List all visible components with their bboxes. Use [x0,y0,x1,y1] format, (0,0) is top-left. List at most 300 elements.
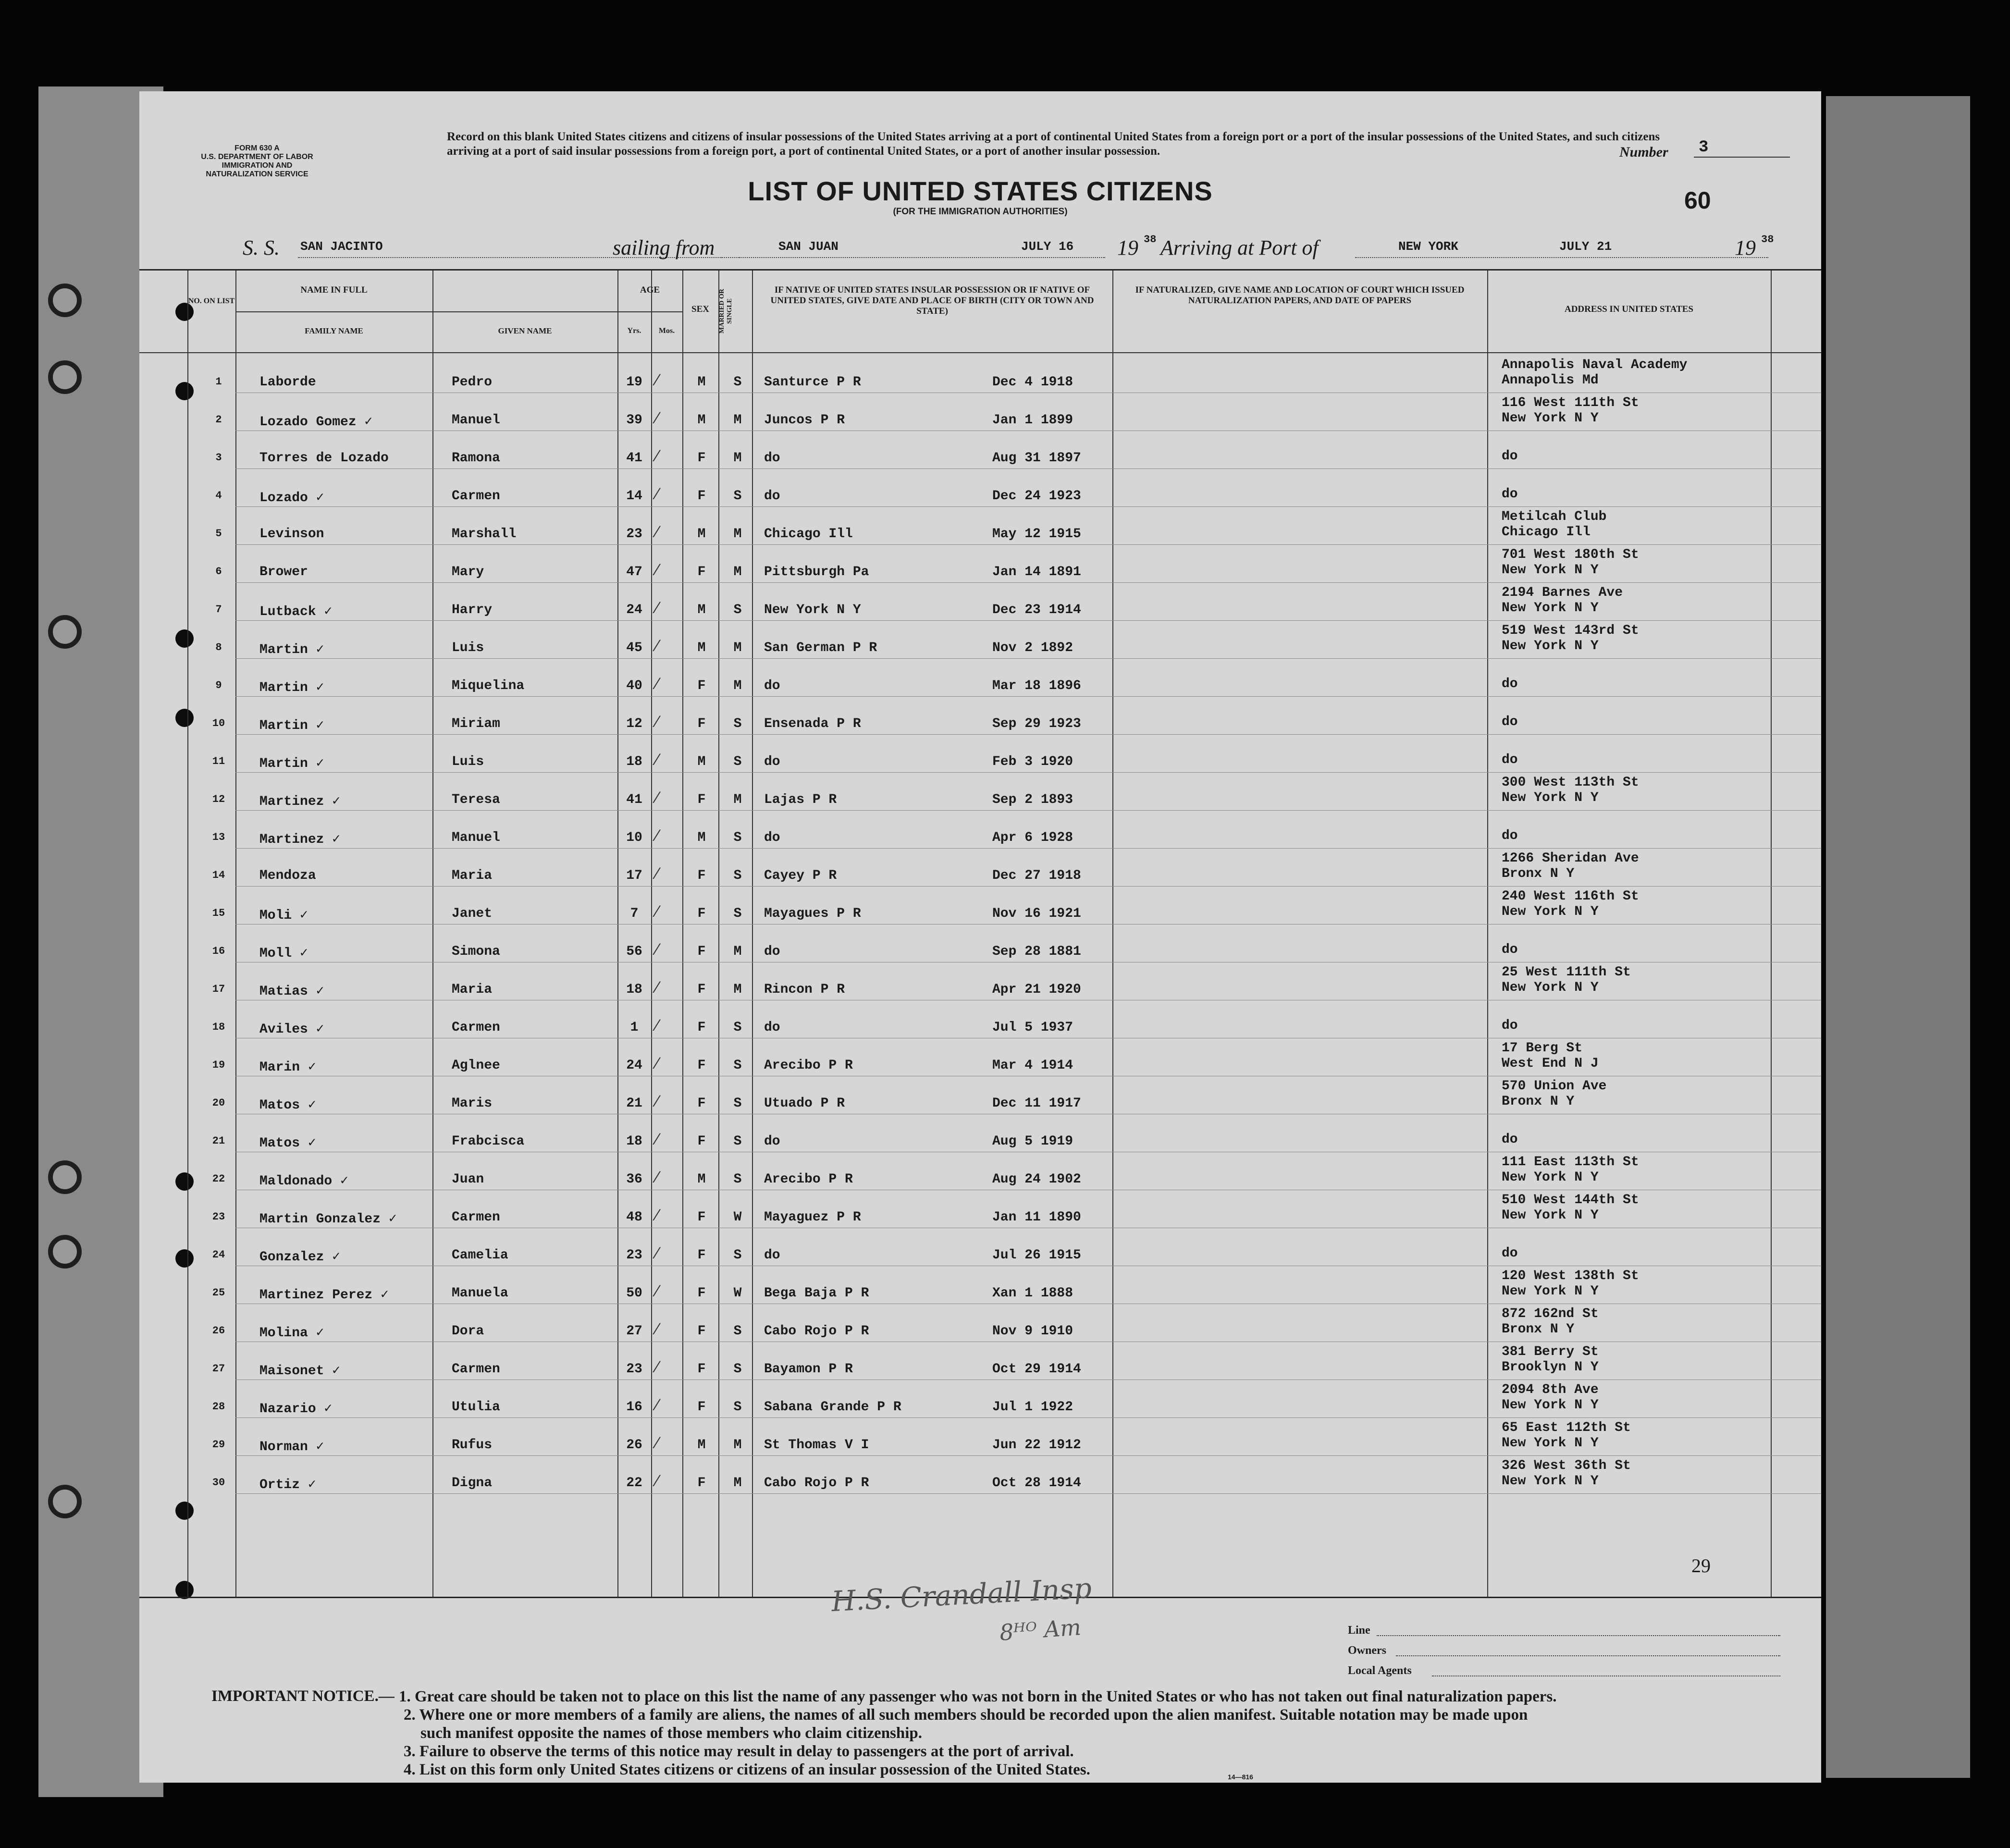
passenger-number: 25 [212,1287,225,1299]
given-name: Maria [452,982,493,997]
inspector-signature: H.S. Crandall Insp [830,1571,1093,1618]
family-name: Matos ✓ [259,1136,316,1151]
months-tick-mark: ⁄ [656,1168,659,1186]
table-row [139,1266,1821,1304]
passenger-number: 4 [215,490,222,502]
passenger-number: 24 [212,1249,225,1261]
address-line-1: 872 162nd St [1502,1306,1599,1321]
months-tick-mark: ⁄ [656,751,659,769]
given-name: Frabcisca [452,1134,525,1149]
table-row [139,1076,1821,1114]
sex: F [697,716,706,731]
address-line-2: New York N Y [1502,639,1599,653]
address-line-2: do [1502,487,1518,502]
birth-place: do [764,1020,780,1035]
birth-place: Cabo Rojo P R [764,1476,869,1491]
birth-date: Feb 3 1920 [992,754,1073,769]
passenger-number: 22 [212,1173,225,1185]
marital-status: S [733,489,742,504]
age-years: 16 [626,1400,642,1415]
marital-status: S [733,1324,742,1339]
family-name: Aviles ✓ [259,1022,324,1037]
address-line-2: do [1502,828,1518,843]
passenger-number: 5 [215,528,222,540]
marital-status: W [733,1286,742,1301]
table-row [139,1455,1821,1493]
months-tick-mark: ⁄ [656,523,659,541]
age-years: 41 [626,451,642,466]
year-prefix: 19 [1117,236,1138,259]
age-years: 23 [626,527,642,542]
family-name: Martinez ✓ [259,794,341,809]
months-tick-mark: ⁄ [656,1434,659,1452]
address-line-2: do [1502,1132,1518,1147]
sex: F [697,678,706,693]
address-line-2: do [1502,942,1518,957]
birth-place: Pittsburgh Pa [764,565,869,579]
line-label: Line [1348,1624,1370,1637]
table-row [139,1152,1821,1190]
sheet-number: 60 [1684,187,1711,214]
address-line-2: do [1502,715,1518,729]
given-name: Digna [452,1476,493,1491]
age-years: 40 [626,678,642,693]
family-name: Moll ✓ [259,946,308,961]
column-header-age: AGE [640,285,660,295]
months-tick-mark: ⁄ [656,1092,659,1110]
months-tick-mark: ⁄ [656,978,659,997]
address-line-2: New York N Y [1502,1436,1599,1451]
table-row [139,772,1821,810]
departure-year: 38 [1144,234,1157,246]
right-edge-strip [1826,96,1970,1778]
months-tick-mark: ⁄ [656,826,659,845]
birth-place: do [764,944,780,959]
sex: F [697,1096,706,1111]
given-name: Marshall [452,527,517,542]
passenger-number: 15 [212,907,225,919]
passenger-number: 1 [215,376,222,388]
address-line-1: 519 West 143rd St [1502,623,1639,638]
address-line-2: New York N Y [1502,411,1599,426]
passenger-number: 30 [212,1477,225,1489]
given-name: Dora [452,1324,484,1339]
address-line-2: do [1502,1246,1518,1261]
age-years: 19 [626,375,642,390]
arrival-port: NEW YORK [1398,239,1458,254]
months-tick-mark: ⁄ [656,675,659,693]
sex: F [697,1362,706,1377]
given-name: Miriam [452,716,500,731]
family-name: Mendoza [259,868,316,883]
address-line-1: 1266 Sheridan Ave [1502,851,1639,866]
address-line-2: Chicago Ill [1502,525,1591,540]
table-row [139,1114,1821,1152]
table-row [139,962,1821,1000]
table-row [139,1380,1821,1417]
family-name: Martin ✓ [259,680,324,695]
sex: F [697,944,706,959]
given-name: Teresa [452,792,500,807]
column-header-family: FAMILY NAME [305,326,363,335]
given-name: Luis [452,641,484,655]
birth-date: Oct 28 1914 [992,1476,1081,1491]
service-name-line2: NATURALIZATION SERVICE [206,170,308,178]
address-line-1: 300 West 113th St [1502,775,1639,790]
age-years: 48 [626,1210,642,1225]
birth-date: Jan 14 1891 [992,565,1081,579]
age-years: 12 [626,716,642,731]
family-name: Maisonet ✓ [259,1364,341,1379]
table-row [139,924,1821,962]
address-line-2: New York N Y [1502,1284,1599,1299]
months-tick-mark: ⁄ [656,447,659,465]
age-years: 1 [630,1020,639,1035]
birth-place: Chicago Ill [764,527,853,542]
birth-date: Dec 23 1914 [992,603,1081,617]
birth-date: Sep 2 1893 [992,792,1073,807]
manifest-page [139,91,1821,1783]
birth-date: Nov 16 1921 [992,906,1081,921]
sex: M [697,527,706,542]
birth-place: Santurce P R [764,375,861,390]
birth-place: San German P R [764,641,877,655]
months-tick-mark: ⁄ [656,1472,659,1490]
sex: M [697,1438,706,1453]
family-name: Martin ✓ [259,642,324,657]
given-name: Aglnee [452,1058,500,1073]
passenger-number: 9 [215,679,222,691]
months-tick-mark: ⁄ [656,1206,659,1224]
months-tick-mark: ⁄ [656,902,659,921]
family-name: Martin ✓ [259,756,324,771]
passenger-number: 19 [212,1059,225,1071]
sex: F [697,792,706,807]
address-line-2: New York N Y [1502,601,1599,616]
given-name: Simona [452,944,500,959]
address-line-1: 2194 Barnes Ave [1502,585,1623,600]
family-name: Norman ✓ [259,1440,324,1454]
months-tick-mark: ⁄ [656,485,659,503]
column-header-given: GIVEN NAME [498,326,552,335]
binder-ring [48,360,82,394]
birth-place: New York N Y [764,603,861,617]
given-name: Maris [452,1096,493,1111]
marital-status: S [733,1096,742,1111]
birth-place: do [764,489,780,504]
column-header-address: ADDRESS IN UNITED STATES [1564,304,1693,314]
column-header-naturalized: IF NATURALIZED, GIVE NAME AND LOCATION OF COURT WHICH ISSUED NATURALIZATION PAPERS, AND DATE OF PAPERS [1135,285,1465,306]
table-row [139,620,1821,658]
binder-ring [48,1235,82,1269]
birth-place: do [764,754,780,769]
birth-place: do [764,830,780,845]
age-years: 39 [626,413,642,428]
table-row [139,1000,1821,1038]
family-name: Lutback ✓ [259,604,333,619]
owners-label: Owners [1348,1644,1386,1657]
sex: F [697,906,706,921]
family-name: Martinez ✓ [259,832,341,847]
age-years: 21 [626,1096,642,1111]
passenger-number: 21 [212,1135,225,1147]
address-line-2: do [1502,449,1518,464]
birth-date: Xan 1 1888 [992,1286,1073,1301]
marital-status: S [733,1362,742,1377]
marital-status: M [733,1476,742,1491]
owners-field [1396,1655,1780,1656]
row-divider [235,1493,1821,1494]
arrival-year: 38 [1761,234,1774,246]
address-line-2: New York N Y [1502,1474,1599,1489]
family-name: Lozado ✓ [259,491,324,505]
address-line-1: 111 East 113th St [1502,1155,1639,1170]
months-tick-mark: ⁄ [656,371,659,389]
marital-status: M [733,982,742,997]
column-header-no: NO. ON LIST [188,297,235,305]
given-name: Janet [452,906,493,921]
given-name: Rufus [452,1438,493,1453]
birth-date: Mar 18 1896 [992,678,1081,693]
sex: F [697,1210,706,1225]
table-row [139,1038,1821,1076]
address-line-2: New York N Y [1502,790,1599,805]
months-tick-mark: ⁄ [656,1358,659,1376]
departure-date: JULY 16 [1021,239,1074,254]
sex: M [697,603,706,617]
birth-date: Dec 24 1923 [992,489,1081,504]
marital-status: M [733,451,742,466]
months-tick-mark: ⁄ [656,1054,659,1072]
passenger-number: 29 [212,1439,225,1451]
subheader-divider [235,311,651,312]
table-row [139,582,1821,620]
number-label: Number [1619,144,1668,160]
given-name: Carmen [452,1362,500,1377]
birth-date: Dec 4 1918 [992,375,1073,390]
line-field [1377,1635,1780,1636]
sex: F [697,868,706,883]
birth-place: do [764,678,780,693]
passenger-number: 17 [212,983,225,995]
passenger-number: 10 [212,717,225,729]
sex: F [697,1058,706,1073]
age-years: 26 [626,1438,642,1453]
marital-status: S [733,1134,742,1149]
birth-date: Jul 1 1922 [992,1400,1073,1415]
binder-ring [48,283,82,317]
print-code: 14—816 [1228,1773,1253,1781]
ship-name: SAN JACINTO [300,239,383,254]
address-line-2: New York N Y [1502,1170,1599,1185]
sex: F [697,565,706,579]
birth-date: Aug 31 1897 [992,451,1081,466]
sex: F [697,451,706,466]
address-line-1: 701 West 180th St [1502,547,1639,562]
birth-date: Dec 11 1917 [992,1096,1081,1111]
birth-date: Sep 28 1881 [992,944,1081,959]
marital-status: S [733,1172,742,1187]
birth-date: Jul 5 1937 [992,1020,1073,1035]
table-row [139,431,1821,468]
birth-place: Utuado P R [764,1096,845,1111]
age-years: 23 [626,1362,642,1377]
months-tick-mark: ⁄ [656,409,659,427]
age-years: 24 [626,1058,642,1073]
marital-status: M [733,944,742,959]
passenger-number: 11 [212,755,225,767]
given-name: Manuel [452,413,500,428]
table-row [139,506,1821,544]
sex: F [697,1286,706,1301]
birth-place: do [764,1134,780,1149]
table-row [139,468,1821,506]
sex: F [697,489,706,504]
given-name: Luis [452,754,484,769]
birth-date: Nov 9 1910 [992,1324,1073,1339]
given-name: Maria [452,868,493,883]
given-name: Camelia [452,1248,508,1263]
birth-place: Juncos P R [764,413,845,428]
marital-status: S [733,375,742,390]
address-line-1: 240 West 116th St [1502,889,1639,904]
given-name: Manuela [452,1286,508,1301]
age-years: 45 [626,641,642,655]
table-row [139,734,1821,772]
marital-status: M [733,792,742,807]
header-divider [139,352,1821,353]
passenger-number: 26 [212,1325,225,1337]
address-line-2: do [1502,752,1518,767]
column-header-marital: MARRIED OR SINGLE [718,289,733,334]
age-years: 18 [626,982,642,997]
table-row [139,1228,1821,1266]
age-years: 41 [626,792,642,807]
months-tick-mark: ⁄ [656,713,659,731]
marital-status: M [733,678,742,693]
marital-status: W [733,1210,742,1225]
months-tick-mark: ⁄ [656,1396,659,1414]
marital-status: M [733,641,742,655]
passenger-number: 7 [215,604,222,616]
months-tick-mark: ⁄ [656,561,659,579]
address-line-1: Annapolis Naval Academy [1502,357,1688,372]
column-header-birth: IF NATIVE OF UNITED STATES INSULAR POSSESSION OR IF NATIVE OF UNITED STATES, GIVE DATE AND PLACE OF BIRTH (CITY OR TOWN AND STATE) [770,285,1094,316]
address-line-1: Metilcah Club [1502,509,1607,524]
agents-label: Local Agents [1348,1664,1412,1677]
family-name: Brower [259,565,308,579]
marital-status: S [733,1020,742,1035]
given-name: Ramona [452,451,500,466]
form-number: FORM 630 A [234,144,280,152]
year-prefix: 19 [1735,236,1756,259]
months-tick-mark: ⁄ [656,1320,659,1338]
address-line-1: 17 Berg St [1502,1041,1583,1056]
binder-ring [48,1160,82,1194]
marital-status: S [733,830,742,845]
birth-date: Jan 1 1899 [992,413,1073,428]
birth-place: Mayaguez P R [764,1210,861,1225]
age-years: 47 [626,565,642,579]
binder-ring [48,1485,82,1518]
birth-date: May 12 1915 [992,527,1081,542]
sailing-label: sailing from [613,236,715,259]
sex: M [697,413,706,428]
given-name: Harry [452,603,493,617]
arrival-underline [1355,257,1768,258]
marital-status: M [733,527,742,542]
given-name: Carmen [452,1020,500,1035]
birth-place: Sabana Grande P R [764,1400,901,1415]
sex: M [697,754,706,769]
age-years: 56 [626,944,642,959]
birth-place: Arecibo P R [764,1058,853,1073]
months-tick-mark: ⁄ [656,1130,659,1148]
months-tick-mark: ⁄ [656,599,659,617]
given-name: Carmen [452,1210,500,1225]
sex: F [697,1248,706,1263]
address-line-2: Brooklyn N Y [1502,1360,1599,1375]
table-row [139,658,1821,696]
birth-date: Apr 6 1928 [992,830,1073,845]
given-name: Juan [452,1172,484,1187]
address-line-1: 2094 8th Ave [1502,1382,1599,1397]
age-years: 17 [626,868,642,883]
voyage-line [139,231,1821,264]
address-line-2: New York N Y [1502,980,1599,995]
table-row [139,886,1821,924]
birth-date: Dec 27 1918 [992,868,1081,883]
birth-date: Jul 26 1915 [992,1248,1081,1263]
address-line-2: Annapolis Md [1502,373,1599,388]
notice-heading: IMPORTANT NOTICE.— [211,1688,395,1705]
birth-place: Mayagues P R [764,906,861,921]
passenger-number: 6 [215,566,222,578]
column-header-mos: Mos. [658,327,675,335]
address-line-1: 570 Union Ave [1502,1079,1607,1094]
form-instructions: Record on this blank United States citizens and citizens of insular possessions of the United States arriving at a port of continental United States from a foreign port or a port of the insular possessions of the United States, and such citizens arriving at a port of said insular possessions from a foreign port, a port of continental United States, or a port of another insular possession. [447,130,1660,158]
months-tick-mark: ⁄ [656,1282,659,1300]
family-name: Marin ✓ [259,1060,316,1075]
passenger-number: 18 [212,1021,225,1033]
birth-place: Ensenada P R [764,716,861,731]
address-line-2: Bronx N Y [1502,1094,1575,1109]
marital-status: S [733,868,742,883]
given-name: Mary [452,565,484,579]
birth-place: Bega Baja P R [764,1286,869,1301]
inspector-note: 8ᴴᴼ Am [999,1614,1082,1646]
age-years: 24 [626,603,642,617]
given-name: Manuel [452,830,500,845]
family-name: Martin Gonzalez ✓ [259,1212,397,1227]
marital-status: M [733,1438,742,1453]
address-line-2: New York N Y [1502,563,1599,578]
months-tick-mark: ⁄ [656,864,659,883]
page-title: LIST OF UNITED STATES CITIZENS [748,176,1213,206]
age-years: 50 [626,1286,642,1301]
birth-date: Jan 11 1890 [992,1210,1081,1225]
passenger-number: 16 [212,945,225,957]
table-row [139,1417,1821,1455]
birth-place: do [764,451,780,466]
table-row [139,848,1821,886]
sex: M [697,830,706,845]
table-row [139,810,1821,848]
age-years: 7 [630,906,639,921]
family-name: Gonzalez ✓ [259,1250,341,1265]
marital-status: S [733,1058,742,1073]
marital-status: S [733,754,742,769]
